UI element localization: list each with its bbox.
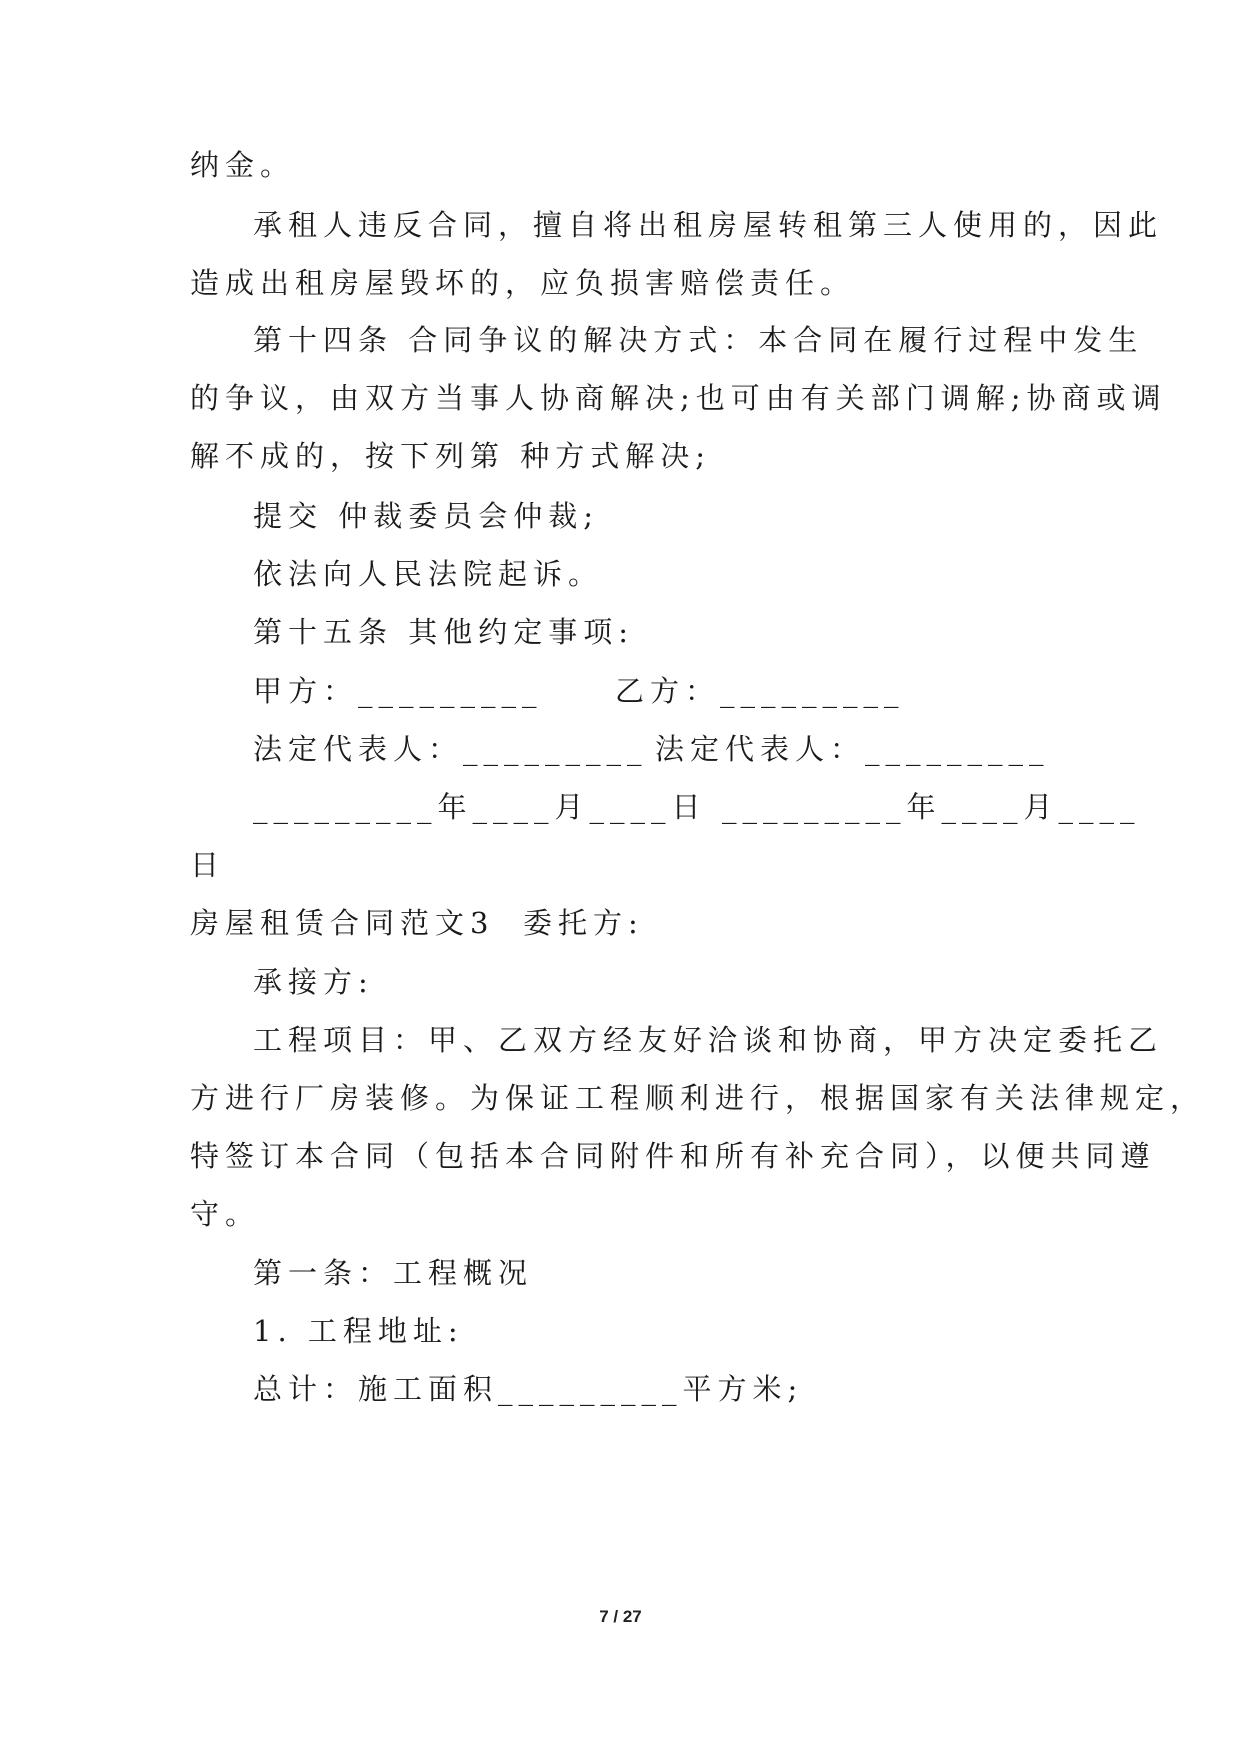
text-line: 解不成的，按下列第 种方式解决; [190, 439, 711, 473]
client-label: 委托方: [523, 906, 644, 940]
text-line: 工程项目：甲、乙双方经友好洽谈和协商，甲方决定委托乙 [253, 1023, 1164, 1057]
party-b-date-field: _________年____月____ [722, 790, 1141, 824]
contract-title: 房屋租赁合同范文3 [190, 906, 495, 940]
text-line: 1. 工程地址: [253, 1314, 464, 1348]
party-b-representative-field: 法定代表人：_________ [655, 732, 1050, 766]
text-line: 特签订本合同（包括本合同附件和所有补充合同），以便共同遵 [190, 1139, 1156, 1173]
party-a-representative-field: 法定代表人：_________ [253, 732, 648, 766]
text-line: 提交 仲裁委员会仲裁; [253, 499, 599, 533]
text-line: 造成出租房屋毁坏的，应负损害赔偿责任。 [190, 266, 856, 300]
text-line: 总计：施工面积_________平方米; [253, 1372, 804, 1406]
text-line: 守。 [190, 1197, 261, 1231]
text-line: 依法向人民法院起诉。 [253, 557, 604, 591]
party-b-field: 乙方：_________ [615, 674, 905, 708]
party-a-date-field: _________年____月____日 [253, 790, 707, 824]
article-14-heading: 第十四条 合同争议的解决方式：本合同在履行过程中发生 [253, 323, 1144, 357]
text-line: 日 [190, 848, 226, 882]
contractor-label: 承接方: [253, 965, 374, 999]
text-line: 方进行厂房装修。为保证工程顺利进行，根据国家有关法律规定， [190, 1081, 1206, 1115]
text-line: 的争议，由双方当事人协商解决;也可由有关部门调解;协商或调 [190, 381, 1167, 415]
text-line: 承租人违反合同，擅自将出租房屋转租第三人使用的，因此 [253, 208, 1164, 242]
article-15-heading: 第十五条 其他约定事项: [253, 615, 634, 649]
text-line: 纳金。 [190, 148, 296, 182]
page-number: 7 / 27 [599, 1607, 642, 1626]
party-a-field: 甲方：_________ [253, 674, 543, 708]
article-1-heading: 第一条：工程概况 [253, 1256, 534, 1290]
